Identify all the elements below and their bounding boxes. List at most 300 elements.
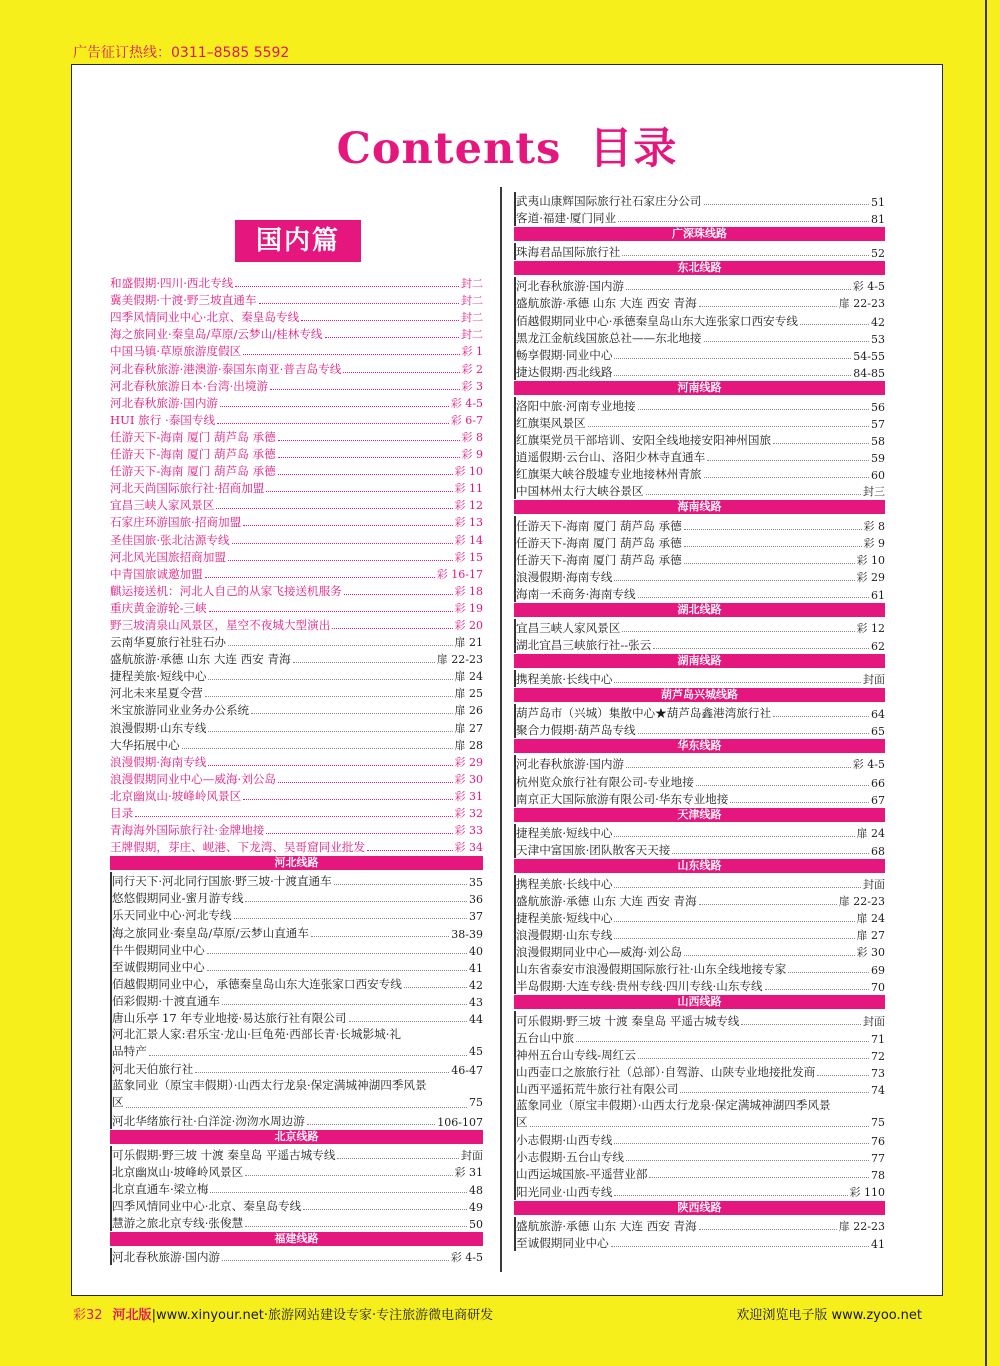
- toc-entry[interactable]: [516, 448, 885, 465]
- entry-title: 山东省泰安市浪漫假期国际旅行社·山东全线地接专家: [516, 962, 787, 977]
- dot-leader: [622, 631, 854, 632]
- toc-entry[interactable]: [110, 342, 483, 359]
- entry-page: 75: [469, 1096, 483, 1110]
- toc-entry[interactable]: [516, 1165, 885, 1182]
- entry-page: 78: [871, 1169, 885, 1183]
- toc-entry[interactable]: [516, 960, 885, 977]
- dot-leader: [704, 477, 869, 478]
- contents-panel: [71, 64, 943, 1296]
- entry-page: 50: [469, 1218, 483, 1232]
- right-column: [514, 192, 885, 1251]
- dot-leader: [325, 337, 460, 338]
- toc-entry[interactable]: [110, 377, 483, 394]
- entry-title-line2: 区: [516, 1115, 528, 1130]
- entry-title: 半岛假期·大连专线·贵州专线·四川专线·山东专线: [516, 979, 763, 994]
- entry-page: 77: [871, 1152, 885, 1166]
- dot-leader: [270, 389, 459, 390]
- entry-page: 扉 26: [454, 704, 483, 718]
- entry-page: 40: [469, 944, 483, 958]
- entry-title: 唐山乐亭 17 年专业地接·易达旅行社有限公司: [112, 1011, 347, 1026]
- footer-site[interactable]: |www.xinyour.net·旅游网站建设专家·专注旅游微电商研发: [151, 1308, 494, 1323]
- entry-title: 黑龙江金航线国旅总社——东北地接: [516, 330, 702, 345]
- dot-leader: [704, 204, 869, 205]
- dot-leader: [773, 716, 869, 717]
- entry-title: 捷达假期·西北线路: [516, 364, 613, 379]
- toc-entry[interactable]: [112, 872, 483, 889]
- toc-entry[interactable]: [110, 565, 483, 582]
- entry-page: 彩 10: [856, 553, 885, 567]
- entry-page: 彩 4-5: [450, 1251, 483, 1265]
- toc-entry[interactable]: [516, 568, 885, 585]
- toc-entry[interactable]: [110, 616, 483, 633]
- entry-page: 68: [871, 844, 885, 858]
- left-top-list: [110, 274, 483, 855]
- entry-page: 彩 15: [454, 550, 483, 564]
- footer-edition: 河北版: [112, 1308, 152, 1323]
- toc-entry[interactable]: [516, 397, 885, 414]
- entry-title: 海南一禾商务·海南专线: [516, 586, 636, 601]
- entry-title: 盛航旅游·承德 山东 大连 西安 青海: [110, 652, 291, 667]
- dot-leader: [626, 289, 851, 290]
- toc-entry[interactable]: [516, 1080, 885, 1097]
- toc-entry[interactable]: [516, 1217, 885, 1234]
- entry-title: 慧游之旅北京专线·张俊慧: [112, 1216, 244, 1231]
- footer-right[interactable]: 欢迎浏览电子版 www.zyoo.net: [736, 1308, 922, 1323]
- beijing-list: [112, 1146, 483, 1231]
- entry-title: 河北未来星夏令营: [110, 686, 203, 701]
- toc-entry[interactable]: [516, 1063, 885, 1080]
- entry-title-line1: 蓝象同业（原宝丰假期）·山西太行龙泉·保定满城神湖四季风景: [112, 1078, 427, 1093]
- toc-entry[interactable]: [516, 363, 885, 380]
- toc-entry[interactable]: [110, 479, 483, 496]
- dot-leader: [245, 1175, 452, 1176]
- toc-entry[interactable]: [110, 650, 483, 667]
- toc-entry[interactable]: [516, 414, 885, 431]
- dot-leader: [773, 443, 869, 444]
- dot-leader: [367, 850, 452, 851]
- route-section-header: 海南线路: [514, 500, 885, 514]
- toc-entry[interactable]: [516, 192, 885, 209]
- dot-leader: [614, 836, 854, 837]
- entry-title: 河北春秋旅游·国内游: [110, 395, 219, 410]
- entry-page: 扉 22-23: [436, 653, 483, 667]
- toc-entry[interactable]: [516, 670, 885, 687]
- entry-title: 捷程美旅·短线中心: [110, 669, 207, 684]
- ad-hotline: 广告征订热线：0311–8585 5592: [73, 45, 290, 61]
- entry-page: 41: [469, 961, 483, 975]
- dot-leader: [205, 577, 435, 578]
- toc-entry[interactable]: [110, 753, 483, 770]
- toc-entry[interactable]: [112, 1009, 483, 1026]
- dot-leader: [228, 560, 453, 561]
- toc-entry[interactable]: [110, 804, 483, 821]
- entry-page: 71: [871, 1032, 885, 1046]
- toc-entry[interactable]: [110, 325, 483, 342]
- entry-page: 62: [871, 640, 885, 654]
- toc-entry[interactable]: [110, 599, 483, 616]
- dot-leader: [614, 358, 851, 359]
- entry-page: 彩 33: [454, 824, 483, 838]
- entry-page: 扉 24: [856, 912, 885, 926]
- dot-leader: [646, 494, 861, 495]
- toc-entry[interactable]: [112, 1248, 483, 1265]
- toc-entry[interactable]: [110, 770, 483, 787]
- entry-title: 武夷山康辉国际旅行社石家庄分公司: [516, 194, 702, 209]
- dot-leader: [222, 1260, 449, 1261]
- entry-title: 河北春秋旅游·国内游: [516, 757, 625, 772]
- shanxi-continued: [514, 1097, 885, 1200]
- entry-page: 封二: [461, 294, 483, 308]
- entry-title: 红旗渠党员干部培训、安阳全线地接安阳神州国旅: [516, 433, 772, 448]
- toc-entry[interactable]: [516, 277, 885, 294]
- dot-leader: [266, 491, 452, 492]
- page-edge-strip: [985, 0, 987, 1366]
- entry-title: 海之旅同业·秦皇岛/草原/云梦山直通车: [112, 925, 309, 940]
- route-section-list: [514, 875, 885, 995]
- toc-entry[interactable]: [112, 1163, 483, 1180]
- dot-leader: [638, 1058, 869, 1059]
- route-section-header: 华东线路: [514, 739, 885, 753]
- toc-entry[interactable]: [516, 1131, 885, 1148]
- title-en: Contents: [336, 124, 562, 174]
- entry-page: 彩 12: [454, 499, 483, 513]
- dot-leader: [638, 409, 869, 410]
- entry-page: 封二: [461, 328, 483, 342]
- route-section-list: [514, 516, 885, 601]
- toc-entry[interactable]: [516, 909, 885, 926]
- entry-page: 69: [871, 964, 885, 978]
- entry-title: 山西运城国旅-平遥营业部: [516, 1167, 648, 1182]
- entry-page: 封面: [863, 877, 885, 891]
- entry-page: 彩 30: [856, 946, 885, 960]
- toc-entry[interactable]: [516, 1046, 885, 1063]
- shaanxi-list: [516, 1217, 885, 1251]
- dot-leader: [696, 785, 869, 786]
- toc-entry[interactable]: [112, 889, 483, 906]
- toc-entry[interactable]: [516, 619, 885, 636]
- entry-title: 麒运接送机：河北人自己的从家飞接送机服务: [110, 583, 342, 598]
- dot-leader: [699, 904, 837, 905]
- entry-page: 彩 30: [454, 772, 483, 786]
- toc-entry[interactable]: [112, 975, 483, 992]
- entry-page: 彩 18: [454, 584, 483, 598]
- entry-title: 小志假期·五台山专线: [516, 1150, 625, 1165]
- shanxi-tail-list: [516, 1131, 885, 1199]
- dot-leader: [311, 936, 449, 937]
- entry-title: 任游天下-海南 厦门 葫芦岛 承德: [516, 518, 682, 533]
- entry-page: 扉 27: [856, 929, 885, 943]
- entry-title: 逍遥假期·云台山、洛阳少林寺直通车: [516, 450, 706, 465]
- toc-entry[interactable]: [516, 1148, 885, 1165]
- entry-page: 扉 24: [454, 670, 483, 684]
- entry-title: 任游天下-海南 厦门 葫芦岛 承德: [516, 535, 682, 550]
- entry-page: 84-85: [853, 366, 885, 380]
- route-section-list: [514, 243, 885, 260]
- entry-page: 扉 25: [454, 687, 483, 701]
- entry-title: 五台山中旅: [516, 1030, 574, 1045]
- entry-title: 河北春秋旅游·港澳游·泰国东南亚·普吉岛专线: [110, 361, 342, 376]
- dot-leader: [216, 508, 452, 509]
- dot-leader: [649, 1177, 869, 1178]
- entry-page: 彩 19: [454, 601, 483, 615]
- route-section-list: [514, 704, 885, 738]
- entry-title: 海之旅同业·秦皇岛/草原/云梦山/桂林专线: [110, 327, 323, 342]
- dot-leader: [349, 1021, 468, 1022]
- toc-entry[interactable]: [516, 943, 885, 960]
- entry-title: 云南华夏旅行社驻石办: [110, 635, 226, 650]
- toc-entry[interactable]: [516, 977, 885, 994]
- toc-entry[interactable]: [516, 243, 885, 260]
- entry-page: 42: [469, 978, 483, 992]
- entry-page: 扉 24: [856, 826, 885, 840]
- entry-title: 洛阳中旅·河南专业地接: [516, 398, 636, 413]
- dot-leader: [614, 682, 861, 683]
- toc-entry[interactable]: [516, 1011, 885, 1028]
- dot-leader: [344, 594, 453, 595]
- toc-entry[interactable]: [516, 585, 885, 602]
- dot-leader: [614, 1195, 847, 1196]
- footer-page-number: 彩32: [73, 1308, 103, 1323]
- toc-entry[interactable]: [516, 209, 885, 226]
- toc-entry[interactable]: [110, 548, 483, 565]
- right-sections: [514, 227, 885, 1097]
- toc-entry[interactable]: [112, 1180, 483, 1197]
- right-top-list: [516, 192, 885, 226]
- entry-page: 彩 31: [454, 789, 483, 803]
- entry-title: 珠海君品国际旅行社: [516, 245, 621, 260]
- toc-entry[interactable]: [516, 294, 885, 311]
- toc-entry[interactable]: [110, 787, 483, 804]
- entry-page: 彩 10: [454, 465, 483, 479]
- toc-entry[interactable]: [110, 394, 483, 411]
- toc-entry[interactable]: [110, 821, 483, 838]
- toc-entry[interactable]: [516, 772, 885, 789]
- domestic-section-badge: 国内篇: [235, 220, 361, 262]
- entry-page: 76: [871, 1135, 885, 1149]
- entry-page: 扉 22-23: [838, 895, 885, 908]
- route-section-list: [514, 670, 885, 687]
- toc-entry[interactable]: [112, 941, 483, 958]
- entry-title: 圣佳国旅·张北沽源专线: [110, 532, 230, 547]
- dot-leader: [301, 320, 459, 321]
- entry-page: 37: [469, 910, 483, 924]
- entry-title: 捷程美旅·短线中心: [516, 911, 613, 926]
- entry-title: 山西平遥拓荒牛旅行社有限公司: [516, 1081, 679, 1096]
- dot-leader: [707, 460, 869, 461]
- toc-entry[interactable]: [516, 1234, 885, 1251]
- dot-leader: [699, 1229, 837, 1230]
- toc-entry[interactable]: [516, 824, 885, 841]
- dot-leader: [699, 306, 837, 307]
- toc-entry[interactable]: [110, 582, 483, 599]
- entry-page: 75: [871, 1116, 885, 1130]
- toc-entry[interactable]: [110, 462, 483, 479]
- entry-title: 任游天下-海南 厦门 葫芦岛 承德: [110, 429, 276, 444]
- shanxi-wrap-entry[interactable]: [516, 1097, 885, 1131]
- toc-entry[interactable]: [110, 736, 483, 753]
- entry-page: 彩 9: [863, 536, 885, 550]
- entry-page: 彩 4-5: [852, 280, 885, 294]
- entry-title: 盛航旅游·承德 山东 大连 西安 青海: [516, 1218, 697, 1233]
- entry-title: 中国马镇·草原旅游度假区: [110, 344, 242, 359]
- toc-entry[interactable]: [110, 701, 483, 718]
- toc-entry[interactable]: [516, 534, 885, 551]
- entry-title: 王牌假期，芽庄、岘港、下龙湾、吴哥窟同业批发: [110, 840, 366, 855]
- toc-entry[interactable]: [112, 923, 483, 940]
- dot-leader: [343, 372, 459, 373]
- toc-entry[interactable]: [110, 718, 483, 735]
- toc-entry[interactable]: [516, 1029, 885, 1046]
- entry-title: 河北春秋旅游·国内游: [516, 279, 625, 294]
- toc-entry[interactable]: [110, 530, 483, 547]
- entry-page: 73: [871, 1066, 885, 1080]
- toc-entry[interactable]: [516, 636, 885, 653]
- toc-entry[interactable]: [516, 1182, 885, 1199]
- entry-title: 野三坡清泉山风景区，星空不夜城大型演出: [110, 617, 331, 632]
- toc-entry[interactable]: [516, 329, 885, 346]
- dot-leader: [618, 221, 869, 222]
- entry-title: 北京幽岚山·坡峰岭风景区: [112, 1164, 244, 1179]
- entry-page: 彩 29: [856, 570, 885, 584]
- toc-entry[interactable]: [110, 291, 483, 308]
- toc-entry[interactable]: [112, 1146, 483, 1163]
- route-section-list: [514, 1011, 885, 1096]
- dot-leader: [208, 679, 452, 680]
- dot-leader: [232, 543, 453, 544]
- hebei-wrap-entry-1[interactable]: [112, 1026, 483, 1060]
- toc-entry[interactable]: [516, 926, 885, 943]
- entry-page: 封面: [461, 1148, 483, 1162]
- dot-leader: [614, 938, 854, 939]
- entry-page: 51: [871, 196, 885, 210]
- toc-entry[interactable]: [516, 704, 885, 721]
- dot-leader: [576, 1041, 869, 1042]
- toc-entry[interactable]: [112, 958, 483, 975]
- entry-title: 杭州览众旅行社有限公司-专业地接: [516, 774, 694, 789]
- toc-entry[interactable]: [110, 633, 483, 650]
- dot-leader: [614, 921, 854, 922]
- toc-entry[interactable]: [516, 892, 885, 909]
- dot-leader: [334, 884, 467, 885]
- column-divider: [500, 187, 502, 1272]
- entry-title: 携程美旅·长线中心: [516, 672, 613, 687]
- toc-entry-tianbo[interactable]: 河北天伯旅行社 46-47: [112, 1062, 483, 1078]
- toc-entry[interactable]: [110, 445, 483, 462]
- toc-entry[interactable]: [112, 1214, 483, 1231]
- route-section-list: [514, 277, 885, 380]
- dot-leader: [210, 1192, 467, 1193]
- toc-entry[interactable]: [516, 790, 885, 807]
- section-shaanxi: 陕西线路: [514, 1201, 885, 1215]
- entry-page: 56: [871, 400, 885, 414]
- entry-page: 彩 110: [849, 1185, 885, 1199]
- entry-page: 彩 11: [454, 482, 483, 496]
- dot-leader: [208, 765, 452, 766]
- entry-page: 54-55: [853, 349, 885, 363]
- toc-entry[interactable]: [110, 496, 483, 513]
- toc-entry[interactable]: [516, 875, 885, 892]
- toc-entry[interactable]: [110, 838, 483, 855]
- dot-leader: [235, 286, 459, 287]
- dot-leader: [684, 563, 855, 564]
- entry-title: 任游天下-海南 厦门 葫芦岛 承德: [110, 447, 276, 462]
- entry-page: 64: [871, 708, 885, 722]
- entry-title: 红旗渠大峡谷殷墟专业地接林州青旅: [516, 467, 702, 482]
- toc-entry[interactable]: [110, 411, 483, 428]
- entry-title: 盛航旅游·承德 山东 大连 西安 青海: [516, 296, 697, 311]
- toc-entry-huaxu[interactable]: 河北华绪旅行社·白洋淀·沕沕水周边游 106-107: [112, 1113, 483, 1129]
- entry-title: 携程美旅·长线中心: [516, 876, 613, 891]
- toc-entry[interactable]: [516, 755, 885, 772]
- toc-entry[interactable]: [110, 308, 483, 325]
- entry-page: 61: [871, 588, 885, 602]
- entry-title: 目录: [110, 806, 134, 820]
- entry-title: 宜昌三峡人家风景区: [516, 620, 621, 635]
- toc-entry[interactable]: [516, 721, 885, 738]
- toc-entry[interactable]: [110, 513, 483, 530]
- dot-leader: [653, 648, 869, 649]
- dot-leader: [245, 1226, 467, 1227]
- toc-entry[interactable]: [110, 359, 483, 376]
- dot-leader: [622, 255, 869, 256]
- dot-leader: [817, 1075, 869, 1076]
- entry-page: 彩 1: [461, 345, 483, 359]
- entry-title: 中青国旅诚邀加盟: [110, 566, 203, 581]
- entry-title: 畅享假期·同业中心: [516, 347, 613, 362]
- entry-title: 北京幽岚山·坡峰岭风景区: [110, 788, 242, 803]
- entry-page: 41: [871, 1237, 885, 1251]
- toc-entry[interactable]: [516, 516, 885, 533]
- section-fujian: 福建线路: [110, 1232, 483, 1246]
- entry-page: 38-39: [451, 927, 483, 941]
- toc-entry[interactable]: [112, 906, 483, 923]
- toc-entry[interactable]: [110, 428, 483, 445]
- entry-page: 扉 22-23: [838, 1219, 885, 1233]
- entry-page: 58: [871, 435, 885, 449]
- entry-title: 佰越假期同业中心·承德秦皇岛山东大连张家口西安专线: [516, 313, 798, 328]
- toc-entry[interactable]: [110, 667, 483, 684]
- toc-entry[interactable]: [110, 684, 483, 701]
- route-section-list: [514, 619, 885, 653]
- toc-entry[interactable]: [112, 1197, 483, 1214]
- entry-title: 天津中富国旅·团队散客天天接: [516, 842, 671, 857]
- entry-title: 悠悠假期同业-蜜月游专线: [112, 891, 244, 906]
- toc-entry[interactable]: [516, 311, 885, 328]
- dot-leader: [243, 354, 459, 355]
- toc-entry[interactable]: [112, 992, 483, 1009]
- hebei-wrap-entry-2[interactable]: [112, 1077, 483, 1111]
- entry-page: 彩 20: [454, 618, 483, 632]
- toc-entry[interactable]: [516, 551, 885, 568]
- toc-entry[interactable]: [516, 346, 885, 363]
- route-section-list: [514, 824, 885, 858]
- toc-entry[interactable]: [516, 482, 885, 499]
- entry-title: 冀美假期·十渡·野三坡直通车: [110, 293, 257, 308]
- toc-entry[interactable]: [516, 841, 885, 858]
- route-section-header: 广深珠线路: [514, 227, 885, 241]
- dot-leader: [614, 887, 861, 888]
- entry-title: 河北风光国旅招商加盟: [110, 549, 226, 564]
- entry-page: 彩 6-7: [450, 413, 483, 427]
- toc-entry[interactable]: [516, 431, 885, 448]
- toc-entry[interactable]: [110, 274, 483, 291]
- entry-title: 任游天下-海南 厦门 葫芦岛 承德: [516, 552, 682, 567]
- dot-leader: [135, 816, 452, 817]
- toc-entry[interactable]: [516, 465, 885, 482]
- entry-title: 葫芦岛市（兴城）集散中心★葫芦岛鑫港湾旅行社: [516, 706, 772, 721]
- entry-page: 49: [469, 1200, 483, 1214]
- entry-page: 封面: [863, 673, 885, 687]
